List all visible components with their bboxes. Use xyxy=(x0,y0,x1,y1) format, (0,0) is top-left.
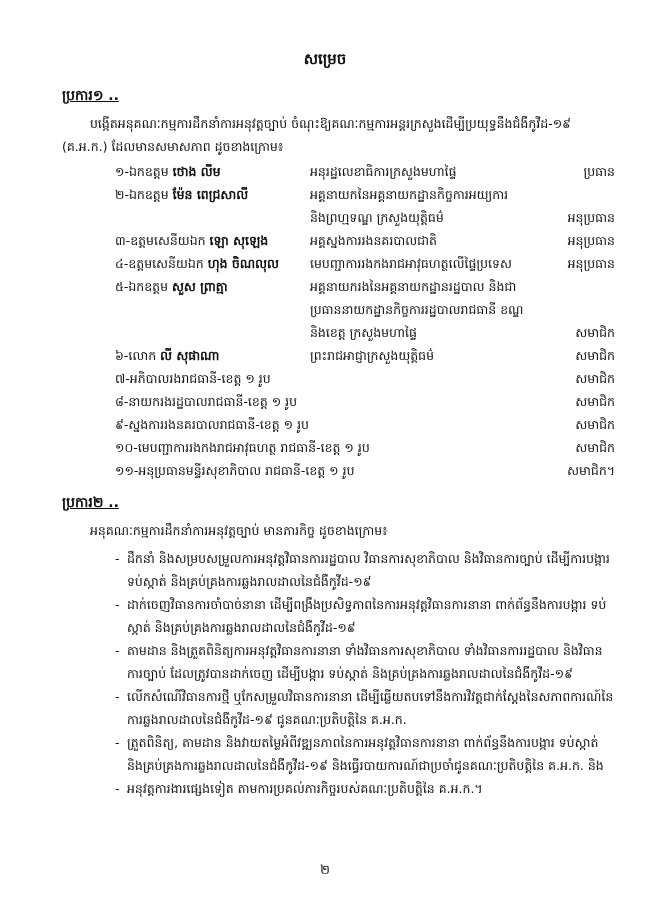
member-status: អនុប្រធាន xyxy=(567,256,615,271)
article-1-intro: បង្កើតអនុគណៈកម្មការដឹកនាំការអនុវត្តច្បាប់ ចំណុះឱ្យគណៈកម្មការអន្តរក្រសួងដើម្បីប្រយុទ្ធនឹងជំងឺកូវីដ-១៩ (គ.អ.ក.) ដែលមានសមាសភាព ដូចខាងក្រោម៖ xyxy=(62,116,572,154)
member-row: ៥-ឯកឧត្តម សួស ព្រាត្មា អគ្គនាយករងនៃអគ្គនាយកដ្ឋានរដ្ឋបាល និងជា xyxy=(115,275,615,298)
member-status xyxy=(540,298,615,321)
article-2-intro: អនុគណៈកម្មការដឹកនាំការអនុវត្តច្បាប់ មានភារកិច្ច ដូចខាងក្រោម៖ xyxy=(90,523,388,538)
member-row: ១០-មេបញ្ជាការរងកងរាជអាវុធហត្ថ រាជធានី-ខេត្ត ១ រូប សមាជិក xyxy=(115,436,615,459)
member-status: សមាជិក xyxy=(575,440,615,455)
list-item: - ត្រួតពិនិត្យ, តាមដាន និងវាយតម្លៃអំពីវឌ្ឍនភាពនៃការអនុវត្តវិធានការនានា ពាក់ព័ន្ធនឹងការបង្ការ ទប់ស្កាត់ និងគ្រប់គ្រងការឆ្លងរាលដាលនៃជំងឺកូវីដ-១៩ និងធ្វើរបាយការណ៍ជាប្រចាំជូនគណៈប្រតិបត្តិនៃ គ.អ.ក. និង xyxy=(115,735,604,773)
member-name: ម៉ែន ពេជ្រសាលី xyxy=(172,187,249,202)
member-name: ឡោ សុឡេង xyxy=(209,233,269,248)
list-item: - តាមដាន និងត្រួតពិនិត្យការអនុវត្តវិធានការនានា ទាំងវិធានការសុខាភិបាល ទាំងវិធានការរដ្ឋបាល និងវិធានការច្បាប់ ដែលត្រូវបានដាក់ចេញ ដើម្បីបង្ការ ទប់ស្កាត់ និងគ្រប់គ្រងការឆ្លងរាលដាលនៃជំងឺកូវីដ-១៩ xyxy=(115,643,603,681)
member-status: សមាជិក។ xyxy=(567,463,615,478)
task-list xyxy=(115,547,615,800)
member-row: ២-ឯកឧត្តម ម៉ែន ពេជ្រសាលី អគ្គនាយកនៃអគ្គនាយកដ្ឋានកិច្ចការអយ្យការ xyxy=(115,183,615,206)
member-status xyxy=(540,275,615,298)
page-number: ២ xyxy=(320,863,330,878)
member-status: អនុប្រធាន xyxy=(567,233,615,248)
member-row: និងព្រហ្មទណ្ឌ ក្រសួងយុត្តិធម៌ អនុប្រធាន xyxy=(115,206,615,229)
article-2-heading: ប្រការ២ .. xyxy=(62,495,119,511)
member-row: ៩-ស្នងការរងនគរបាលរាជធានី-ខេត្ត ១ រូប សមាជិក xyxy=(115,413,615,436)
list-item: - អនុវត្តការងារផ្សេងទៀត តាមការប្រគល់ភារកិច្ចរបស់គណៈប្រតិបត្តិនៃ គ.អ.ក.។ xyxy=(115,781,483,796)
member-row: ៧-អភិបាលរងរាជធានី-ខេត្ត ១ រូប សមាជិក xyxy=(115,367,615,390)
member-row: ប្រធាននាយកដ្ឋានកិច្ចការរដ្ឋបាលរាជធានី ខណ្ឌ xyxy=(115,298,615,321)
member-status: សមាជិក xyxy=(575,325,615,340)
member-status: សមាជិក xyxy=(575,348,615,363)
member-status: សមាជិក xyxy=(575,394,615,409)
member-list xyxy=(115,160,615,482)
member-row: និងខេត្ត ក្រសួងមហាផ្ទៃ សមាជិក xyxy=(115,321,615,344)
member-row: ៣-ឧត្តមសេនីយឯក ឡោ សុឡេង អគ្គស្នងការរងនគរបាលជាតិ អនុប្រធាន xyxy=(115,229,615,252)
member-name: ហុង ចិណលុល xyxy=(207,256,279,271)
member-status: ប្រធាន xyxy=(583,164,615,179)
list-item: - ដឹកនាំ និងសម្របសម្រួលការអនុវត្តវិធានការរដ្ឋបាល វិធានការសុខាភិបាល និងវិធានការច្បាប់ ដើម្បីការបង្ការ ទប់ស្កាត់ និងគ្រប់គ្រងការឆ្លងរាលដាលនៃជំងឺកូវីដ-១៩ xyxy=(115,551,610,589)
member-name: លី សុផាណា xyxy=(160,348,220,363)
document-title: សម្រេច xyxy=(303,50,347,68)
member-name: សួស ព្រាត្មា xyxy=(172,279,228,294)
member-row: ១១-អនុប្រធានមន្ទីរសុខាភិបាល រាជធានី-ខេត្ត ១ រូប សមាជិក។ xyxy=(115,459,615,482)
member-status xyxy=(540,183,615,206)
member-name: ថោង លីម xyxy=(172,164,221,179)
member-status: អនុប្រធាន xyxy=(567,210,615,225)
member-row: ៤-ឧត្តមសេនីយឯក ហុង ចិណលុល មេបញ្ជាការរងកងរាជអាវុធហត្ថលើផ្ទៃប្រទេស អនុប្រធាន xyxy=(115,252,615,275)
member-row: ៨-នាយករងរដ្ឋបាលរាជធានី-ខេត្ត ១ រូប សមាជិក xyxy=(115,390,615,413)
list-item: - លើកសំណើវិធានការថ្មី ឬកែសម្រួលវិធានការនានា ដើម្បីឆ្លើយតបទៅនឹងការវិវត្តជាក់ស្តែងនៃសភាពការណ៍នៃការឆ្លងរាលដាលនៃជំងឺកូវីដ-១៩ ជូនគណៈប្រតិបត្តិនៃ គ.អ.ក. xyxy=(115,689,614,727)
article-1-heading: ប្រការ១ .. xyxy=(62,88,119,104)
list-item: - ដាក់ចេញវិធានការចាំបាច់នានា ដើម្បីពង្រឹងប្រសិទ្ធភាពនៃការអនុវត្តវិធានការនានា ពាក់ព័ន្ធនឹងការបង្ការ ទប់ស្កាត់ និងគ្រប់គ្រងការឆ្លងរាលដាលនៃជំងឺកូវីដ-១៩ xyxy=(115,597,607,635)
member-status: សមាជិក xyxy=(575,417,615,432)
member-status: សមាជិក xyxy=(575,371,615,386)
member-row: ១-ឯកឧត្តម ថោង លីម អនុរដ្ឋលេខាធិការក្រសួងមហាផ្ទៃ ប្រធាន xyxy=(115,160,615,183)
member-row: ៦-លោក លី សុផាណា ព្រះរាជអាជ្ញាក្រសួងយុត្តិធម៌ សមាជិក xyxy=(115,344,615,367)
